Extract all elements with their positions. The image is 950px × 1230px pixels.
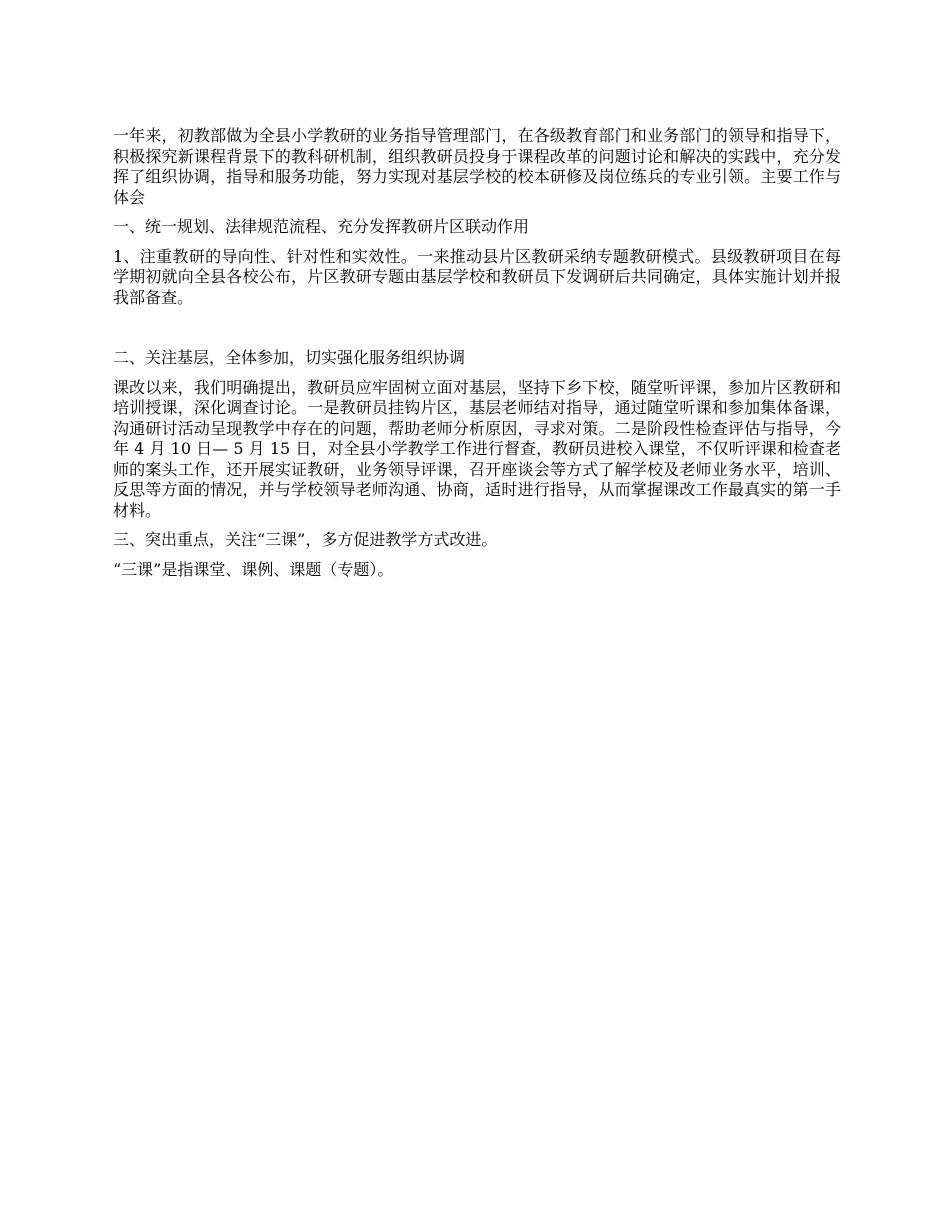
paragraph-spacer: [113, 521, 841, 530]
section-3-paragraph: “三课”是指课堂、课例、课题（专题）。: [113, 559, 394, 579]
section-heading-3: 三、突出重点，关注“三课”，多方促进教学方式改进。: [113, 530, 498, 549]
paragraph-spacer: [113, 238, 841, 247]
paragraph-spacer: [113, 551, 841, 560]
paragraph-spacer: [113, 369, 841, 378]
paragraph-spacer: [113, 208, 841, 217]
paragraph-spacer: [113, 308, 841, 348]
document-body: [113, 126, 841, 580]
section-heading-1: 一、统一规划、法律规范流程、充分发挥教研片区联动作用: [113, 217, 530, 236]
section-heading-2: 二、关注基层，全体参加，切实强化服务组织协调: [113, 348, 466, 367]
section-1-paragraph: 1、注重教研的导向性、针对性和实效性。一来推动县片区教研采纳专题教研模式。县级教研项目在每学期初就向全县各校公布，片区教研专题由基层学校和教研员下发调研后共同确定，具体实施计划并报我部备查。: [113, 246, 841, 307]
intro-paragraph: 一年来，初教部做为全县小学教研的业务指导管理部门，在各级教育部门和业务部门的领导和指导下，积极探究新课程背景下的教科研机制，组织教研员投身于课程改革的问题讨论和解决的实践中，充分发挥了组织协调，指导和服务功能，努力实现对基层学校的校本研修及岗位练兵的专业引领。主要工作与体会: [113, 126, 841, 207]
section-2-paragraph: 课改以来，我们明确提出，教研员应牢固树立面对基层，坚持下乡下校，随堂听评课，参加片区教研和培训授课，深化调查讨论。一是教研员挂钩片区，基层老师结对指导，通过随堂听课和参加集体备课，沟通研讨活动呈现教学中存在的问题，帮助老师分析原因，寻求对策。二是阶段性检查评估与指导，今年 4 月 10 日— 5 月 15 日，对全县小学教学工作进行督查，教研员进校入课堂，不仅听评课和检查老师的案头工作，还开展实证教研，业务领导评课，召开座谈会等方式了解学校及老师业务水平，培训、反思等方面的情况，并与学校领导老师沟通、协商，适时进行指导，从而掌握课改工作最真实的第一手材料。: [113, 377, 841, 520]
